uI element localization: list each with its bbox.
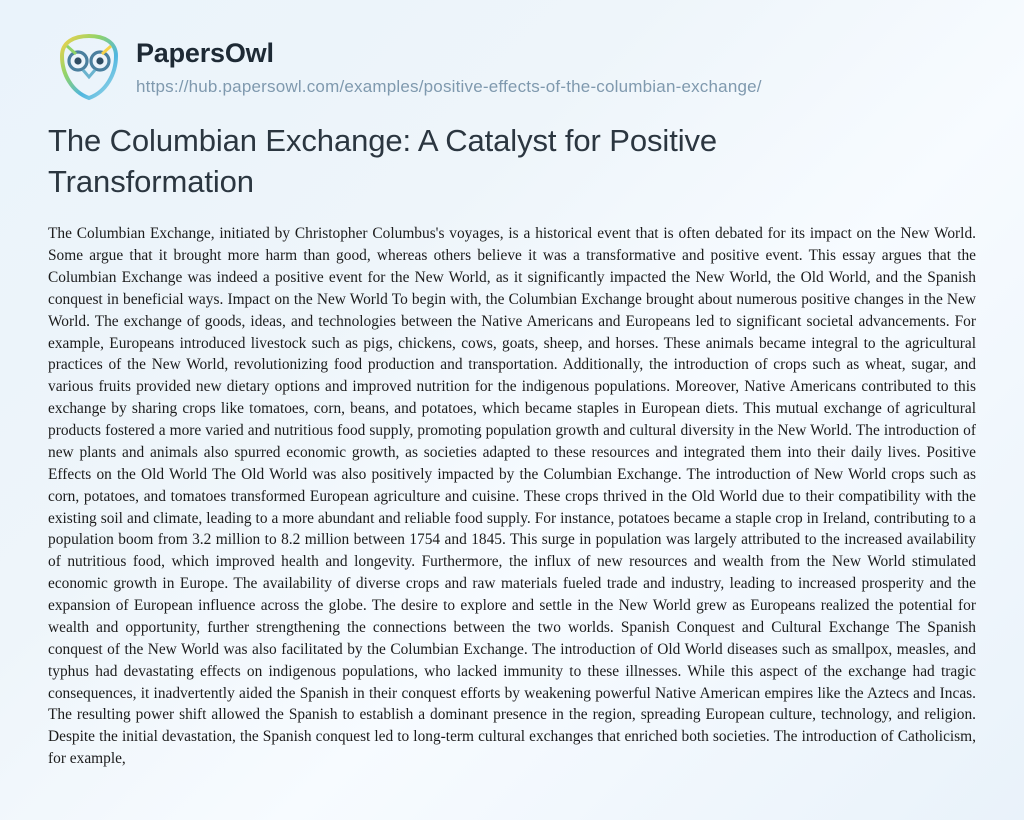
brand-block [136,37,762,97]
page-title: The Columbian Exchange: A Catalyst for Positive Transformation [48,123,718,200]
owl-logo-icon[interactable] [52,30,126,104]
site-header [48,0,976,96]
body-paragraph: The Columbian Exchange, initiated by Christopher Columbus's voyages, is a historical event that is often debated for its impact on the New World. Some argue that it brought more harm than good, whereas others believe it was a transformative and positive event. This essay argues that the Columbian Exchange was indeed a positive event for the New World, as it significantly impacted the New World, the Old World, and the Spanish conquest in beneficial ways. Impact on the New World To begin with, the Columbian Exchange brought about numerous positive changes in the New World. The exchange of goods, ideas, and technologies between the Native Americans and Europeans led to significant societal advancements. For example, Europeans introduced livestock such as pigs, chickens, cows, goats, sheep, and horses. These animals became integral to the agricultural practices of the New World, revolutionizing food production and transportation. Additionally, the introduction of crops such as wheat, sugar, and various fruits provided new dietary options and improved nutrition for the indigenous populations. Moreover, Native Americans contributed to this exchange by sharing crops like tomatoes, corn, beans, and potatoes, which became staples in European diets. This mutual exchange of agricultural products fostered a more varied and nutritious food supply, promoting population growth and cultural diversity in the New World. The introduction of new plants and animals also spurred economic growth, as societies adapted to these resources and integrated them into their daily lives. Positive Effects on the Old World The Old World was also positively impacted by the Columbian Exchange. The introduction of New World crops such as corn, potatoes, and tomatoes transformed European agriculture and cuisine. These crops thrived in the Old World due to their compatibility with the existing soil and climate, leading to a more abundant and reliable food supply. For instance, potatoes became a staple crop in Ireland, contributing to a population boom from 3.2 million to 8.2 million between 1754 and 1845. This surge in population was largely attributed to the increased availability of nutritious food, which improved health and longevity. Furthermore, the influx of new resources and wealth from the New World stimulated economic growth in Europe. The availability of diverse crops and raw materials fueled trade and industry, leading to increased prosperity and the expansion of European influence across the globe. The desire to explore and settle in the New World grew as Europeans realized the potential for wealth and opportunity, further strengthening the connections between the two worlds. Spanish Conquest and Cultural Exchange The Spanish conquest of the New World was also facilitated by the Columbian Exchange. The introduction of Old World diseases such as smallpox, measles, and typhus had devastating effects on indigenous populations, who lacked immunity to these illnesses. While this aspect of the exchange had tragic consequences, it inadvertently aided the Spanish in their conquest efforts by weakening powerful Native American empires like the Aztecs and Incas. The resulting power shift allowed the Spanish to establish a dominant presence in the region, spreading European culture, technology, and religion. Despite the initial devastation, the Spanish conquest led to long-term cultural exchanges that enriched both societies. The introduction of Catholicism, for example, [48,225,976,768]
brand-name[interactable]: PapersOwl [136,38,274,69]
document-body [48,223,976,770]
page-url[interactable]: https://hub.papersowl.com/examples/positive-effects-of-the-columbian-exchange/ [136,76,762,96]
